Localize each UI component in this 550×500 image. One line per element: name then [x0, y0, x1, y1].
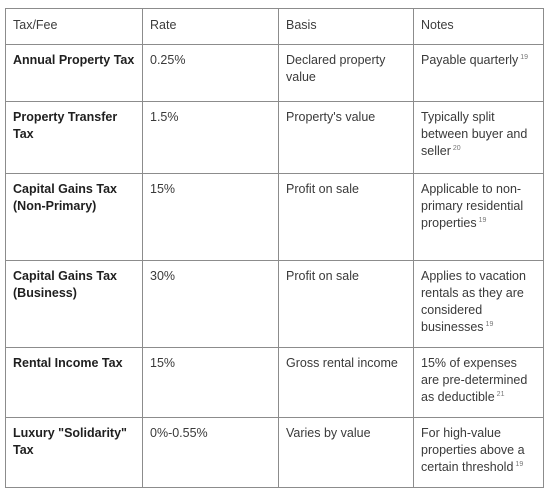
- tax-name-cell: Property Transfer Tax: [6, 102, 143, 174]
- rate-cell: 1.5%: [143, 102, 279, 174]
- basis-cell: Declared property value: [279, 45, 414, 102]
- tax-table: [5, 8, 544, 488]
- rate-cell: 30%: [143, 261, 279, 348]
- tax-name-cell: Capital Gains Tax (Business): [6, 261, 143, 348]
- tax-name-cell: Capital Gains Tax (Non-Primary): [6, 174, 143, 261]
- header-basis: Basis: [279, 9, 414, 45]
- notes-cell: [414, 102, 544, 174]
- header-rate: Rate: [143, 9, 279, 45]
- tax-name-cell: Luxury "Solidarity" Tax: [6, 418, 143, 488]
- tax-name-cell: Rental Income Tax: [6, 348, 143, 418]
- notes-cell: [414, 261, 544, 348]
- notes-text: For high-value properties above a certain threshold: [421, 426, 525, 474]
- footnote-ref[interactable]: 19: [478, 216, 487, 224]
- basis-cell: Gross rental income: [279, 348, 414, 418]
- rate-cell: 0.25%: [143, 45, 279, 102]
- header-row: [6, 9, 544, 45]
- basis-cell: Varies by value: [279, 418, 414, 488]
- basis-cell: Profit on sale: [279, 174, 414, 261]
- footnote-ref[interactable]: 20: [452, 144, 461, 152]
- tax-table-container: [5, 8, 543, 488]
- table-row: [6, 261, 544, 348]
- table-row: [6, 418, 544, 488]
- rate-cell: 15%: [143, 348, 279, 418]
- footnote-ref[interactable]: 19: [520, 53, 529, 61]
- notes-text: 15% of expenses are pre-determined as deductible: [421, 356, 528, 404]
- notes-text: Applies to vacation rentals as they are considered businesses: [421, 269, 526, 334]
- notes-cell: [414, 174, 544, 261]
- header-notes: Notes: [414, 9, 544, 45]
- table-row: [6, 174, 544, 261]
- header-tax-fee: Tax/Fee: [6, 9, 143, 45]
- notes-text: Applicable to non-primary residential properties: [421, 182, 524, 230]
- notes-cell: [414, 45, 544, 102]
- notes-cell: [414, 348, 544, 418]
- footnote-ref[interactable]: 19: [515, 460, 524, 468]
- footnote-ref[interactable]: 21: [496, 390, 505, 398]
- rate-cell: 0%-0.55%: [143, 418, 279, 488]
- footnote-ref[interactable]: 19: [485, 320, 494, 328]
- basis-cell: Property's value: [279, 102, 414, 174]
- notes-text: Typically split between buyer and seller: [421, 110, 528, 158]
- table-row: [6, 45, 544, 102]
- table-row: [6, 102, 544, 174]
- notes-cell: [414, 418, 544, 488]
- rate-cell: 15%: [143, 174, 279, 261]
- table-row: [6, 348, 544, 418]
- basis-cell: Profit on sale: [279, 261, 414, 348]
- tax-name-cell: Annual Property Tax: [6, 45, 143, 102]
- notes-text: Payable quarterly: [421, 53, 519, 67]
